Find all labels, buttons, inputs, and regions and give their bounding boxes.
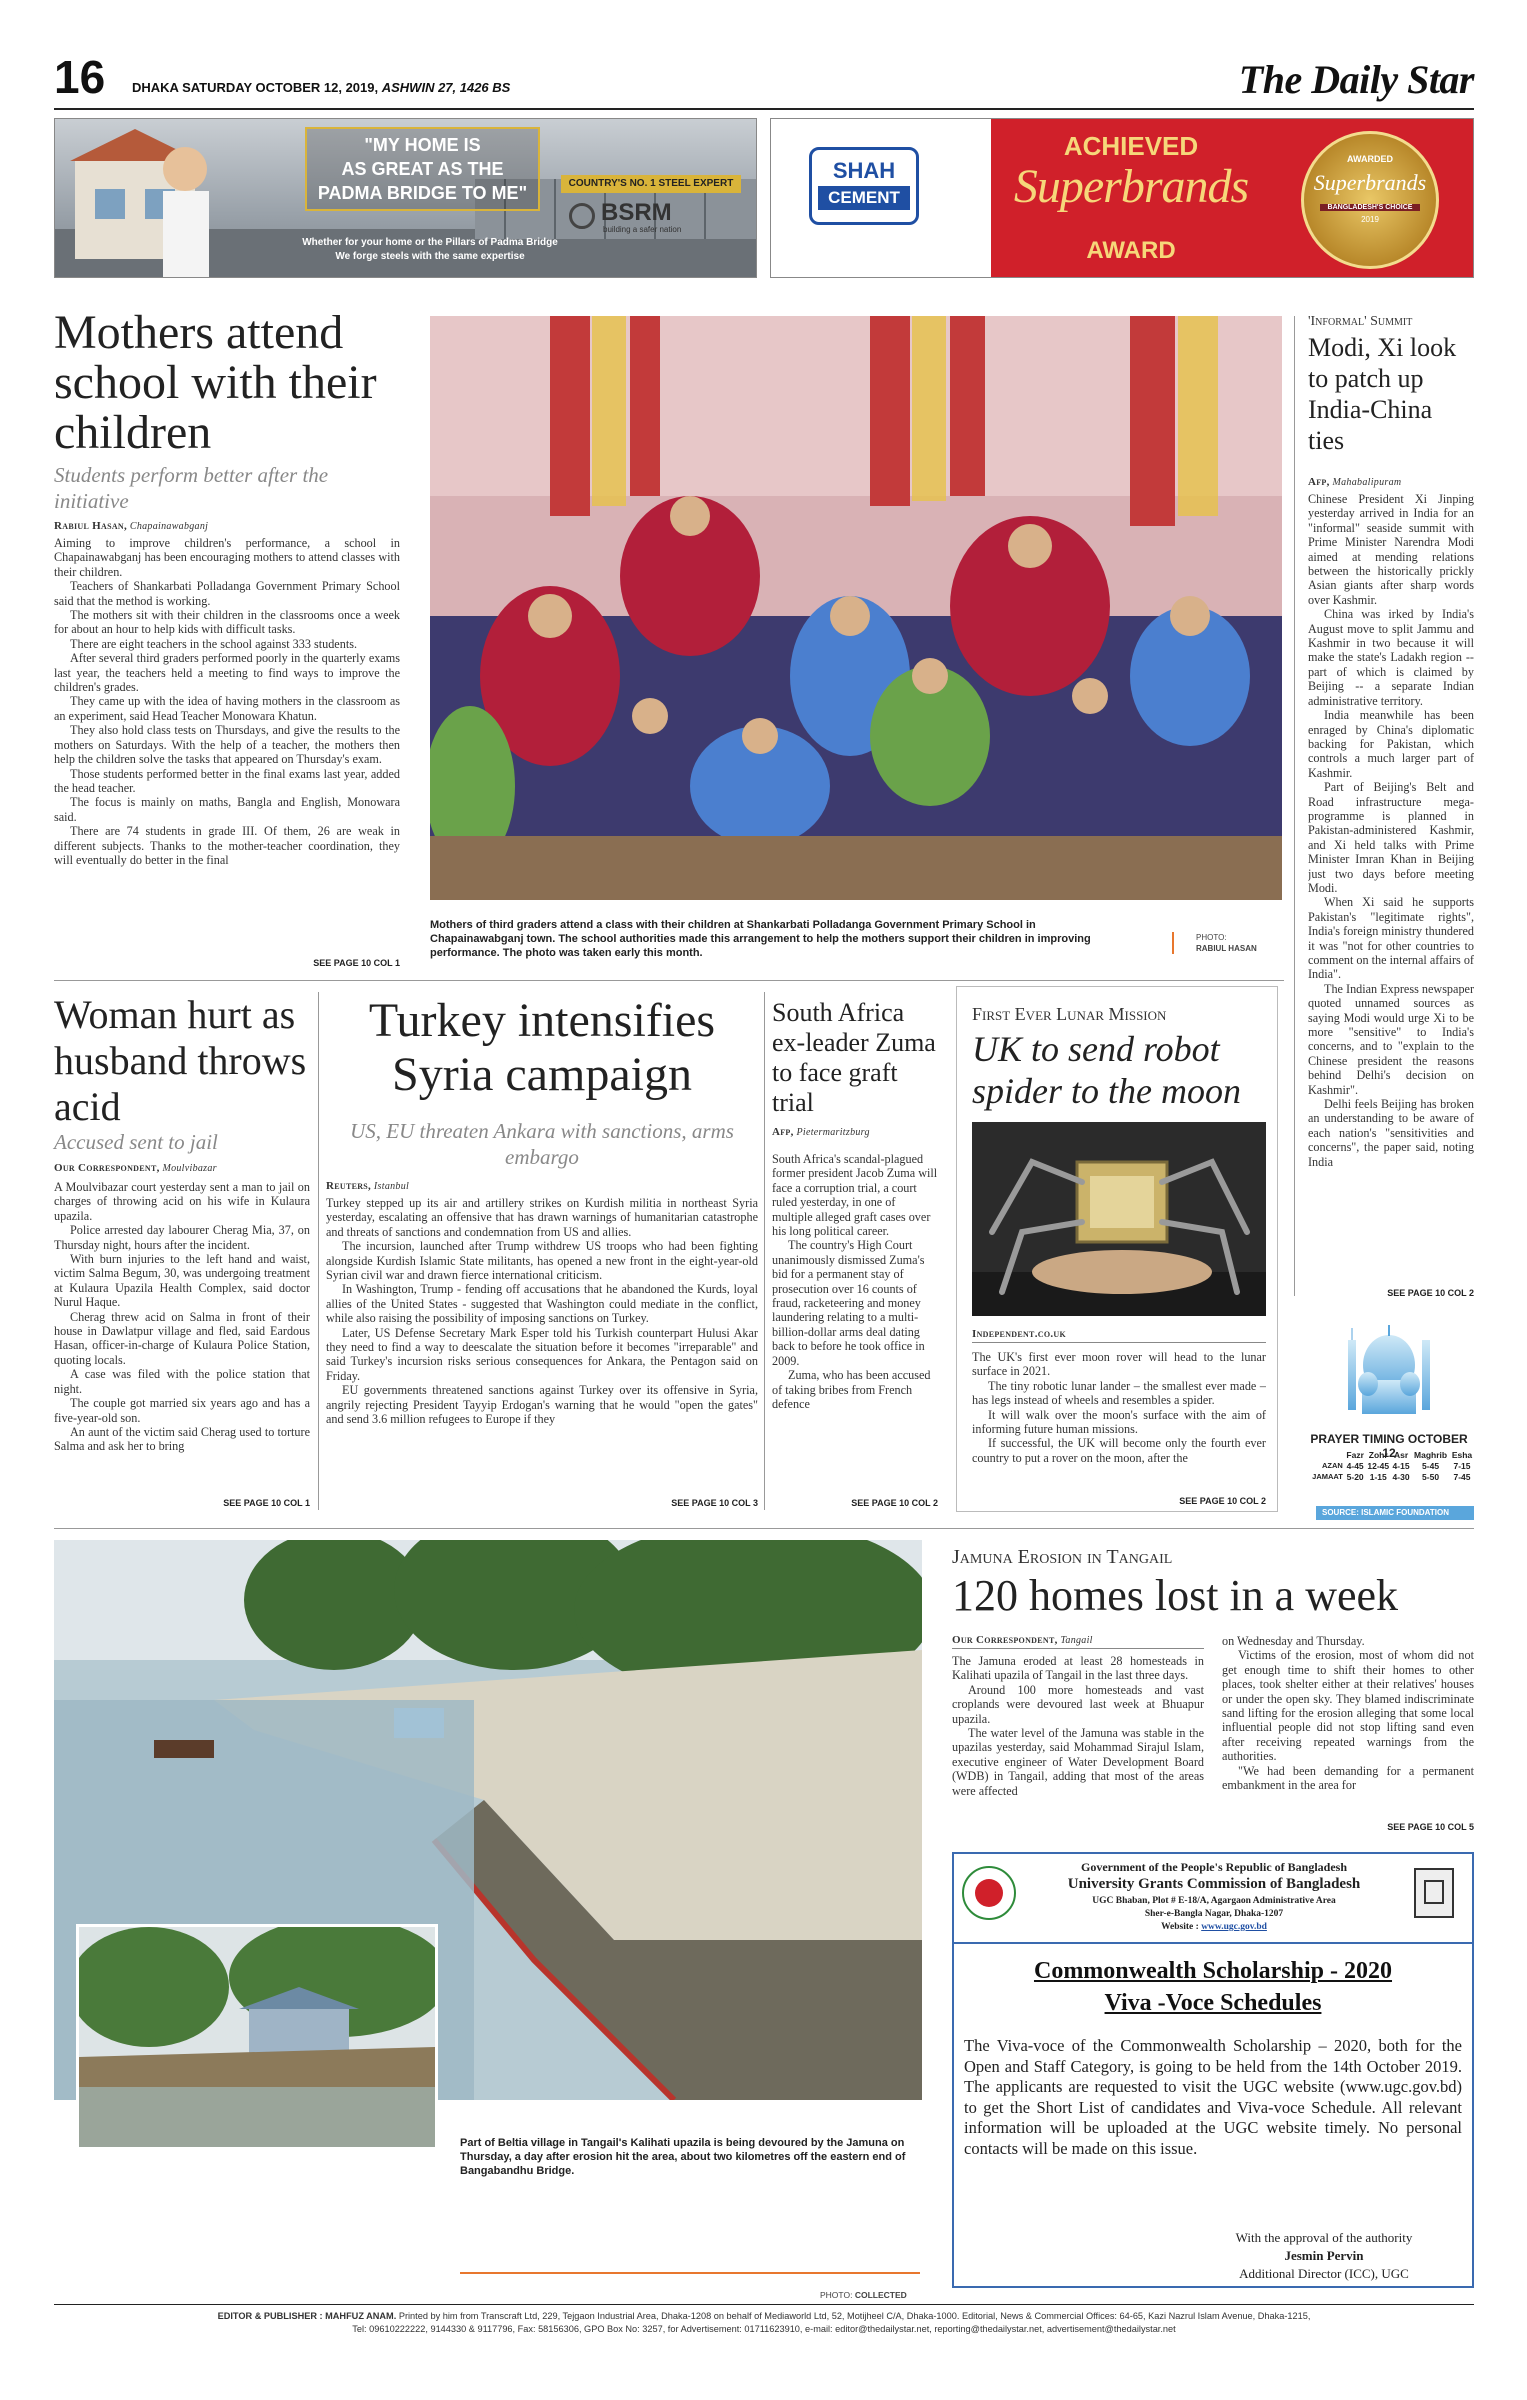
turkey-body bbox=[326, 1196, 758, 1498]
divider-row2 bbox=[54, 1528, 1474, 1529]
ugc-name: University Grants Commission of Bangladesh bbox=[1067, 1876, 1361, 1892]
erosion-byline bbox=[952, 1634, 1093, 1646]
turkey-byline-name: Reuters, bbox=[326, 1180, 372, 1192]
modi-para: Delhi feels Beijing has broken an understanding to be aware of each nation's "sensitivities and concerns", the paper said, noting India bbox=[1308, 1097, 1474, 1169]
ugc-body: The Viva-voce of the Commonwealth Scholarship – 2020, both for the Open and Staff Category, is going to be held from the 14th October 2019. The applicants are requested to visit the UGC website (www.ugc.gov.bd) to get the Short List of candidates and Viva-voce Schedule. All relevant information will be uploaded at the UGC website timely. No personal contacts will be made on this issue. bbox=[964, 2036, 1462, 2158]
bd-gov-emblem bbox=[962, 1866, 1016, 1920]
prayer-row-jamaat bbox=[1304, 1471, 1474, 1482]
modi-para: Part of Beijing's Belt and Road infrastructure mega-programme is planned in Pakistan-administered Kashmir, and Xi held talks with Prime Minister Imran Khan in Beijing just two days before meeting Modi. bbox=[1308, 780, 1474, 895]
prayer-cell: 7-45 bbox=[1453, 1471, 1471, 1482]
turkey-para: Later, US Defense Secretary Mark Esper told his Turkish counterpart Hulusi Akar they need to find a way to deescalate the situation before it becomes "irreparable" and said Turkey's incursion risks serious consequences for Ankara, the Pentagon said on Friday. bbox=[326, 1325, 758, 1383]
erosion-see-page[interactable]: SEE PAGE 10 COL 5 bbox=[1387, 1822, 1474, 1832]
erosion-credit-name: COLLECTED bbox=[854, 2290, 907, 2300]
classroom-photo-illustration bbox=[430, 316, 1282, 900]
prayer-cell: 4-30 bbox=[1392, 1471, 1410, 1482]
moon-headline[interactable]: UK to send robot spider to the moon bbox=[972, 1029, 1241, 1111]
zuma-para: South Africa's scandal-plagued former president Jacob Zuma will face a corruption trial, a court ruled yesterday, in one of multiple alleged graft cases over his long political career. bbox=[772, 1152, 938, 1239]
bsrm-ad[interactable] bbox=[54, 118, 757, 278]
erosion-para: Victims of the erosion, most of whom did not get enough time to shift their homes to other places, took shelter either at their relatives' houses or under the open sky. They blamed indiscriminate sand lifting for the erosion alleging that some local influential people did not stop lifting sand even after receiving repeated warnings from the authorities. bbox=[1222, 1648, 1474, 1764]
modi-para: When Xi said he supports Pakistan's "legitimate rights", India's foreign ministry thundered it was "not for other countries to comment on the internal affairs of India". bbox=[1308, 895, 1474, 982]
bsrm-logo bbox=[569, 199, 729, 235]
prayer-header-row bbox=[1304, 1450, 1474, 1460]
moon-para: It will walk over the moon's surface with the aim of informing future human missions. bbox=[972, 1407, 1266, 1437]
erosion-para: The water level of the Jamuna was stable in the upazilas yesterday, said Mohammad Sirajul Islam, executive engineer of Water Development Board (WDB) in Tangail, adding that most of the areas were affected bbox=[952, 1726, 1204, 1798]
ugc-ad[interactable] bbox=[952, 1852, 1474, 2288]
lead-byline-name: Rabiul Hasan, bbox=[54, 520, 128, 532]
seal-top: AWARDED bbox=[1346, 154, 1393, 164]
prayer-cell: AZAN bbox=[1322, 1461, 1343, 1470]
moon-source bbox=[972, 1328, 1266, 1343]
imprint-line2: Tel: 09610222222, 9144330 & 9117796, Fax: 58156306, GPO Box No: 3257, for Advertisement: 01711623910, e-mail: editor@thedailystar.net, reporting@thedailystar.net, advertisement@thedailystar.net bbox=[352, 2324, 1176, 2334]
lead-photo-credit-mark bbox=[1172, 932, 1174, 954]
modi-byline bbox=[1308, 476, 1401, 488]
divider-acid-turkey bbox=[318, 992, 319, 1510]
bsrm-tagline2: We forge steels with the same expertise bbox=[335, 251, 525, 262]
ugc-header bbox=[954, 1854, 1472, 1944]
lead-body bbox=[54, 536, 400, 958]
robot-spider-illustration bbox=[972, 1122, 1266, 1316]
imprint-line1 bbox=[54, 2310, 1474, 2323]
moon-see-page[interactable]: SEE PAGE 10 COL 2 bbox=[1179, 1496, 1266, 1506]
lead-para: Aiming to improve children's performance, a school in Chapainawabganj has been encouraging mothers to attend classes with their children. bbox=[54, 536, 400, 579]
dateline-bangla: ASHWIN 27, 1426 BS bbox=[381, 80, 511, 95]
lead-see-page[interactable]: SEE PAGE 10 COL 1 bbox=[313, 958, 400, 968]
modi-byline-place: Mahabalipuram bbox=[1332, 477, 1402, 488]
prayer-cell: 5-50 bbox=[1422, 1471, 1440, 1482]
erosion-para: "We had been demanding for a permanent embankment in the area for bbox=[1222, 1763, 1474, 1793]
turkey-para: The incursion, launched after Trump withdrew US troops who had been fighting alongside Kurdish Islamic State militants, has opened a new front in the eight-year-old Syrian civil war and drawn fierce international criticism. bbox=[326, 1239, 758, 1283]
erosion-byline-name: Our Correspondent, bbox=[952, 1634, 1058, 1646]
lead-photo-caption: Mothers of third graders attend a class with their children at Shankarbati Polladanga Government Primary School in Chapainawabganj town. The school authorities made this arrangement to help the mothers support their children in improving performance. The photo was taken early this month. bbox=[430, 919, 1091, 959]
erosion-para: Around 100 more homesteads and vast croplands were devoured last week at Bhuapur upazila. bbox=[952, 1682, 1204, 1726]
shah-brand-line2: CEMENT bbox=[818, 186, 910, 210]
divider-lead-modi bbox=[1294, 316, 1295, 1296]
village-inset-illustration bbox=[79, 1927, 435, 2147]
acid-para: Cherag threw acid on Salma in front of their house in Dawlatpur village and fled, said Eardous Hasan, officer-in-charge of Kulaura Police Station, quoting locals. bbox=[54, 1309, 310, 1367]
acid-para: With burn injuries to the left hand and waist, victim Salma Begum, 30, was undergoing treatment at Kulaura Upazila Health Complex, said doctor Nurul Haque. bbox=[54, 1252, 310, 1310]
erosion-credit-label: PHOTO: bbox=[820, 2290, 853, 2300]
bsrm-slogan-line1: "MY HOME IS bbox=[364, 135, 481, 155]
acid-see-page[interactable]: SEE PAGE 10 COL 1 bbox=[223, 1498, 310, 1508]
prayer-source-label: SOURCE: bbox=[1322, 1508, 1359, 1517]
turkey-byline-place: Istanbul bbox=[373, 1181, 410, 1192]
modi-headline[interactable]: Modi, Xi look to patch up India-China ties bbox=[1308, 333, 1457, 455]
moon-body bbox=[972, 1350, 1266, 1496]
prayer-cell: 4-45 bbox=[1346, 1460, 1364, 1471]
zuma-para: Zuma, who has been accused of taking bribes from French defence bbox=[772, 1368, 931, 1411]
turkey-see-page[interactable]: SEE PAGE 10 COL 3 bbox=[671, 1498, 758, 1508]
ugc-address1: UGC Bhaban, Plot # E-18/A, Agargaon Administrative Area bbox=[1092, 1896, 1336, 1906]
shah-logo bbox=[809, 147, 919, 225]
imprint bbox=[54, 2310, 1474, 2336]
lead-para: They came up with the idea of having mothers in the classroom as an experiment, said Head Teacher Monowara Khatun. bbox=[54, 694, 400, 723]
mosque-icon bbox=[1344, 1310, 1434, 1430]
acid-para: An aunt of the victim said Cherag used to torture Salma and ask her to bring bbox=[54, 1424, 310, 1454]
masthead-rule bbox=[54, 108, 1474, 110]
acid-para: A case was filed with the police station that night. bbox=[54, 1367, 310, 1396]
ugc-website-line bbox=[1024, 1922, 1404, 1932]
modi-para: The Indian Express newspaper quoted unnamed sources as saying Modi would urge Xi to be more "sensitive" to India's concerns, and to "explain to the Chinese president the reasons behind Delhi's decision on Kashmir". bbox=[1308, 981, 1474, 1097]
prayer-cell: 4-15 bbox=[1392, 1460, 1410, 1471]
erosion-body-col2 bbox=[1222, 1634, 1474, 1820]
zuma-see-page[interactable]: SEE PAGE 10 COL 2 bbox=[851, 1498, 938, 1508]
dateline-date: DHAKA SATURDAY OCTOBER 12, 2019, bbox=[132, 80, 379, 95]
modi-byline-name: Afp, bbox=[1308, 476, 1330, 488]
bsrm-slogan-line2: AS GREAT AS THE bbox=[341, 159, 504, 179]
prayer-col-header bbox=[1304, 1450, 1345, 1460]
prayer-col-header: Esha bbox=[1451, 1450, 1473, 1460]
acid-byline-name: Our Correspondent, bbox=[54, 1162, 160, 1174]
ugc-gov: Government of the People's Republic of Bangladesh bbox=[1081, 1860, 1347, 1874]
imprint-editor: EDITOR & PUBLISHER : MAHFUZ ANAM. bbox=[217, 2311, 397, 2321]
acid-para: The couple got married six years ago and has a five-year-old son. bbox=[54, 1396, 310, 1425]
prayer-source-bar bbox=[1316, 1506, 1474, 1520]
lead-byline bbox=[54, 520, 416, 532]
bsrm-tagline1: Whether for your home or the Pillars of Padma Bridge bbox=[302, 237, 558, 248]
prayer-cell: 7-15 bbox=[1453, 1460, 1471, 1471]
erosion-headline[interactable]: 120 homes lost in a week bbox=[952, 1571, 1399, 1620]
zuma-byline-name: Afp, bbox=[772, 1126, 794, 1138]
erosion-caption-rule bbox=[460, 2272, 920, 2274]
seal-mid: Superbrands bbox=[1313, 170, 1427, 195]
divider-turkey-zuma bbox=[764, 992, 765, 1510]
prayer-col-header: Zohr bbox=[1368, 1450, 1388, 1460]
ugc-title2: Viva -Voce Schedules bbox=[1104, 1990, 1322, 2016]
lead-para: There are eight teachers in the school against 333 students. bbox=[70, 636, 357, 651]
prayer-col-header: Fazr bbox=[1346, 1450, 1364, 1460]
zuma-para: The country's High Court unanimously dismissed Zuma's bid for a permanent stay of prosecution over 16 counts of fraud, racketeering and money laundering relating to a multi-billion-dollar arms deal dating back to before he took office in 2009. bbox=[772, 1238, 925, 1368]
erosion-inset-photo bbox=[76, 1924, 438, 2150]
erosion-para: on Wednesday and Thursday. bbox=[1222, 1634, 1365, 1648]
lead-photo-credit bbox=[1196, 932, 1257, 954]
bsrm-logo-icon bbox=[569, 203, 595, 229]
acid-byline bbox=[54, 1162, 217, 1174]
lead-credit-name: RABIUL HASAN bbox=[1196, 944, 1257, 953]
erosion-body-col1 bbox=[952, 1654, 1204, 1832]
acid-para: A Moulvibazar court yesterday sent a man to jail on charges of throwing acid on his wife in Kulaura upazila. bbox=[54, 1180, 310, 1223]
prayer-row-azan bbox=[1304, 1460, 1474, 1471]
erosion-photo-credit bbox=[820, 2290, 907, 2300]
moon-para: If successful, the UK will become only the fourth ever country to put a rover on the moon, after the bbox=[972, 1436, 1266, 1465]
prayer-table bbox=[1304, 1450, 1474, 1482]
seal-bottom: BANGLADESH'S CHOICE bbox=[1320, 204, 1420, 211]
ugc-address2: Sher-e-Bangla Nagar, Dhaka-1207 bbox=[1144, 1909, 1284, 1919]
lead-para: Teachers of Shankarbati Polladanga Government Primary School said that the method is working. bbox=[54, 579, 400, 608]
erosion-photo-caption: Part of Beltia village in Tangail's Kalihati upazila is being devoured by the Jamuna on Thursday, a day after erosion hit the area, about two kilometres off the eastern end of Bangabandhu Bridge. bbox=[460, 2137, 906, 2177]
seal-year: 2019 bbox=[1361, 215, 1379, 224]
bsrm-slogan-line3: PADMA BRIDGE TO ME" bbox=[317, 183, 528, 203]
lead-para: After several third graders performed poorly in the quarterly exams last year, the teachers held a meeting to find ways to improve the children's grades. bbox=[54, 651, 400, 695]
ugc-approval: With the approval of the authority bbox=[1235, 2230, 1413, 2245]
prayer-col-header: Maghrib bbox=[1414, 1450, 1448, 1460]
zuma-body bbox=[772, 1152, 938, 1498]
prayer-cell: JAMAAT bbox=[1312, 1472, 1343, 1481]
moon-source-name: Independent.co.uk bbox=[972, 1328, 1066, 1340]
modi-para: China was irked by India's August move to split Jammu and Kashmir in two because it will make the state's Ladakh region -- part of which is claimed by Beijing -- a separate Indian administrative territory. bbox=[1308, 607, 1474, 708]
lead-headline[interactable]: Mothers attend school with their children bbox=[54, 306, 377, 459]
moon-photo bbox=[972, 1122, 1266, 1316]
modi-para: Chinese President Xi Jinping yesterday arrived in India for an "informal" seaside summit with Prime Minister Narendra Modi aimed at mending relations between the historically prickly Asian giants after sharp words over Kashmir. bbox=[1308, 492, 1474, 607]
shah-achieved: ACHIEVED bbox=[1063, 131, 1199, 161]
prayer-source: ISLAMIC FOUNDATION bbox=[1361, 1508, 1449, 1517]
lead-byline-place: Chapainawabganj bbox=[129, 521, 209, 532]
prayer-box bbox=[1304, 1310, 1474, 1520]
ugc-designation: Additional Director (ICC), UGC bbox=[1239, 2266, 1409, 2281]
imprint-rule bbox=[54, 2304, 1474, 2305]
prayer-col-header: Asr bbox=[1393, 1450, 1409, 1460]
moon-para: The tiny robotic lunar lander – the smallest ever made – has legs instead of wheels and resembles a spider. bbox=[972, 1378, 1266, 1408]
shah-cement-ad[interactable] bbox=[770, 118, 1474, 278]
lead-para: The mothers sit with their children in the classrooms once a week for about an hour to help kids with difficult tasks. bbox=[54, 608, 400, 637]
imprint-printer: Printed by him from Transcraft Ltd, 229, Tejgaon Industrial Area, Dhaka-1208 on behalf of Mediaworld Ltd, 52, Motijheel C/A, Dhaka-1000. Editorial, News & Commercial Offices: 64-65, Kazi Nazrul Islam Avenue, Dhaka-1215, bbox=[398, 2311, 1311, 2321]
modi-para: India meanwhile has been enraged by China's diplomatic backing for Pakistan, which controls a much larger part of Kashmir. bbox=[1308, 708, 1474, 780]
moon-kicker: First Ever Lunar Mission bbox=[972, 1004, 1167, 1024]
shah-brand-line1: SHAH bbox=[832, 158, 896, 183]
masthead bbox=[54, 50, 1474, 112]
modi-see-page[interactable]: SEE PAGE 10 COL 2 bbox=[1387, 1288, 1474, 1298]
turkey-subhead: US, EU threaten Ankara with sanctions, arms embargo bbox=[350, 1119, 734, 1169]
acid-subhead: Accused sent to jail bbox=[54, 1130, 218, 1154]
modi-kicker: 'Informal' Summit bbox=[1308, 314, 1413, 329]
ugc-website-label: Website : bbox=[1161, 1922, 1199, 1932]
zuma-byline-place: Pietermaritzburg bbox=[796, 1127, 870, 1138]
bsrm-brand: BSRM bbox=[601, 199, 672, 226]
lead-subhead: Students perform better after the initiative bbox=[54, 463, 329, 513]
erosion-byline-rule bbox=[952, 1648, 1204, 1649]
prayer-cell: 5-20 bbox=[1346, 1471, 1364, 1482]
shah-award: AWARD bbox=[1086, 237, 1176, 264]
turkey-byline bbox=[326, 1180, 409, 1192]
ugc-logo-icon bbox=[1414, 1868, 1454, 1918]
erosion-byline-place: Tangail bbox=[1060, 1635, 1093, 1646]
turkey-para: In Washington, Trump - fending off accusations that he abandoned the Kurds, loyal allies of the United States - suggested that Washington could mediate in the conflict, while also raising the possibility of imposing sanctions on Turkey. bbox=[326, 1282, 758, 1326]
divider-row1 bbox=[54, 980, 1284, 981]
acid-para: Police arrested day labourer Cherag Mia, 37, on Thursday night, hours after the incident. bbox=[54, 1223, 310, 1252]
acid-headline[interactable]: Woman hurt as husband throws acid bbox=[54, 992, 307, 1129]
bsrm-badge: COUNTRY'S NO. 1 STEEL EXPERT bbox=[561, 175, 741, 193]
turkey-para: Turkey stepped up its air and artillery strikes on Kurdish militia in northeast Syria yesterday, escalating an offensive that has drawn warnings of humanitarian catastrophe and threats of sanctions and condemnation from US and allies. bbox=[326, 1196, 758, 1239]
zuma-byline bbox=[772, 1126, 870, 1138]
ugc-title1: Commonwealth Scholarship - 2020 bbox=[1033, 1958, 1393, 1984]
erosion-kicker: Jamuna Erosion in Tangail bbox=[952, 1546, 1173, 1568]
moon-para: The UK's first ever moon rover will head to the lunar surface in 2021. bbox=[972, 1350, 1266, 1379]
prayer-cell: 1-15 bbox=[1369, 1471, 1387, 1482]
page-number: 16 bbox=[54, 51, 106, 103]
modi-body bbox=[1308, 492, 1474, 1290]
lead-photo bbox=[430, 316, 1282, 900]
turkey-para: EU governments threatened sanctions against Turkey over its offensive in Syria, angrily rejecting President Tayyip Erdogan's warning that he would "open the gates" and send 3.6 million refugees to Europe if they bbox=[326, 1383, 758, 1427]
paper-name[interactable]: The Daily Star bbox=[1238, 57, 1474, 102]
lead-para: Those students performed better in the final exams last year, added the head teacher. bbox=[54, 766, 400, 795]
erosion-para: The Jamuna eroded at least 28 homesteads in Kalihati upazila of Tangail in the last three days. bbox=[952, 1654, 1204, 1683]
lead-para: The focus is mainly on maths, Bangla and English, Monowara said. bbox=[54, 795, 400, 824]
lead-credit-label: PHOTO: bbox=[1196, 933, 1227, 942]
bsrm-brand-tag: building a safer nation bbox=[603, 225, 682, 234]
lead-para: They also hold class tests on Thursdays, and give the results to the mothers on Saturdays. With the help of a teacher, the mothers then help the children solve the tasks that appeared on Thursday's exam. bbox=[54, 723, 400, 767]
lead-para: There are 74 students in grade III. Of them, 26 are weak in different subjects. Thanks to the mother-teacher coordination, they will eventually do better in the final bbox=[54, 824, 400, 867]
bsrm-slogan-box bbox=[305, 127, 540, 211]
ugc-website-link[interactable]: www.ugc.gov.bd bbox=[1201, 1922, 1267, 1932]
shah-superbrands: Superbrands bbox=[1013, 160, 1249, 213]
turkey-headline[interactable]: Turkey intensifies Syria campaign bbox=[368, 994, 716, 1101]
acid-byline-place: Moulvibazar bbox=[162, 1163, 217, 1174]
acid-body bbox=[54, 1180, 310, 1498]
prayer-cell: 12-45 bbox=[1367, 1460, 1390, 1471]
prayer-cell: 5-45 bbox=[1422, 1460, 1440, 1471]
dateline bbox=[132, 80, 510, 95]
zuma-headline[interactable]: South Africa ex-leader Zuma to face graft trial bbox=[772, 998, 936, 1117]
superbrands-seal bbox=[1301, 131, 1439, 269]
ugc-signatory: Jesmin Pervin bbox=[1284, 2248, 1364, 2263]
prayer-title: PRAYER TIMING OCTOBER 12 bbox=[1310, 1432, 1468, 1460]
